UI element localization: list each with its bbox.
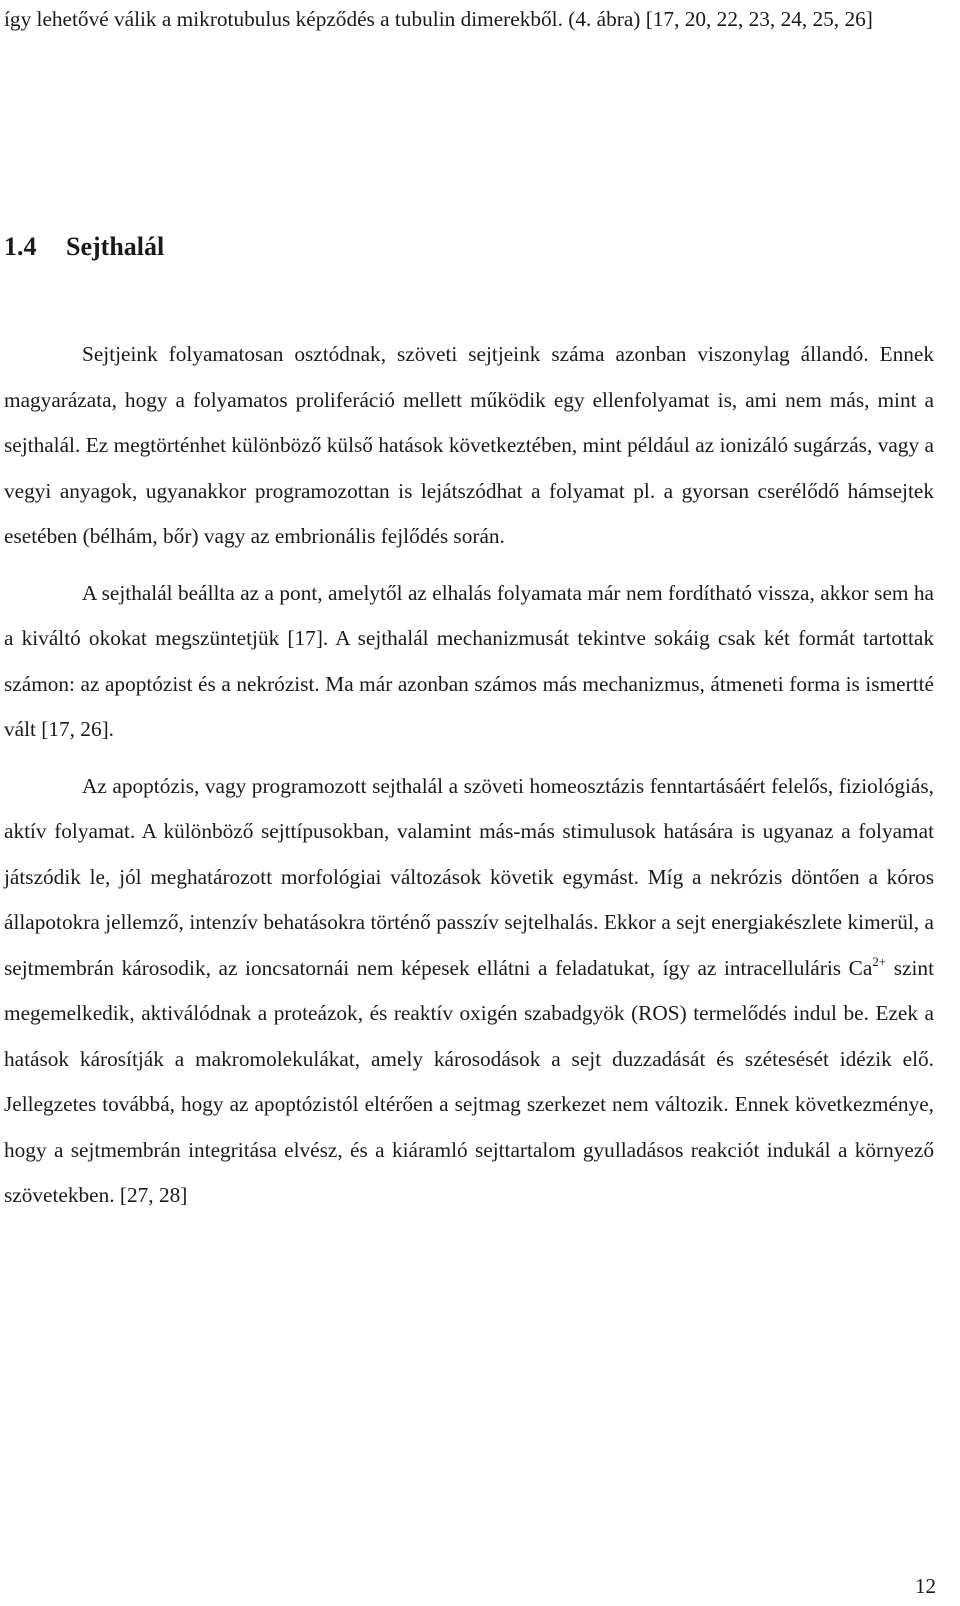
section-heading	[4, 232, 164, 262]
paragraph-3	[4, 764, 934, 1219]
paragraph-3-part-2: szint megemelkedik, aktiválódnak a proteázok, és reaktív oxigén szabadgyök (ROS) termelődés indul be. Ezek a hatások károsítják a makromolekulákat, amely károsodások a sejt duzzadását és szétesését idézik elő. Jellegzetes továbbá, hogy az apoptózistól eltérően a sejtmag szerkezet nem változik. Ennek következménye, hogy a sejtmembrán integritása elvész, és a kiáramló sejttartalom gyulladásos reakciót indukál a környező szövetekben. [27, 28]	[4, 955, 934, 1207]
paragraph-2: A sejthalál beállta az a pont, amelytől az elhalás folyamata már nem fordítható vissza, akkor sem ha a kiváltó okokat megszüntetjük [17]. A sejthalál mechanizmusát tekintve sokáig csak két formát tartottak számon: az apoptózist és a nekrózist. Ma már azonban számos más mechanizmus, átmeneti forma is ismertté vált [17, 26].	[4, 580, 934, 741]
paragraph-3-part-1: Az apoptózis, vagy programozott sejthalál a szöveti homeosztázis fenntartásáért felelős, fiziológiás, aktív folyamat. A különböző sejttípusokban, valamint más-más stimulusok hatására is ugyanaz a folyamat játszódik le, jól meghatározott morfológiai változások követik egymást. Míg a nekrózis döntően a kóros állapotokra jellemző, intenzív behatásokra történő passzív sejtelhalás. Ekkor a sejt energiakészlete kimerül, a sejtmembrán károsodik, az ioncsatornái nem képesek ellátni a feladatukat, így az intracelluláris Ca	[4, 773, 934, 980]
paragraph-1: Sejtjeink folyamatosan osztódnak, szöveti sejtjeink száma azonban viszonylag állandó. Ennek magyarázata, hogy a folyamatos proliferáció mellett működik egy ellenfolyamat is, ami nem más, mint a sejthalál. Ez megtörténhet különböző külső hatások következtében, mint például az ionizáló sugárzás, vagy a vegyi anyagok, ugyanakkor programozottan is lejátszódhat a folyamat pl. a gyorsan cserélődő hámsejtek esetében (bélhám, bőr) vagy az embrionális fejlődés során.	[4, 342, 934, 548]
section-title: Sejthalál	[66, 232, 165, 261]
section-number: 1.4	[4, 232, 37, 261]
page-number: 12	[915, 1574, 936, 1598]
lead-paragraph: így lehetővé válik a mikrotubulus képződés a tubulin dimerekből. (4. ábra) [17, 20, 22, 23, 24, 25, 26]	[4, 7, 873, 31]
section-body	[4, 332, 934, 1219]
calcium-superscript: 2+	[872, 953, 887, 969]
document-page	[4, 0, 934, 1207]
